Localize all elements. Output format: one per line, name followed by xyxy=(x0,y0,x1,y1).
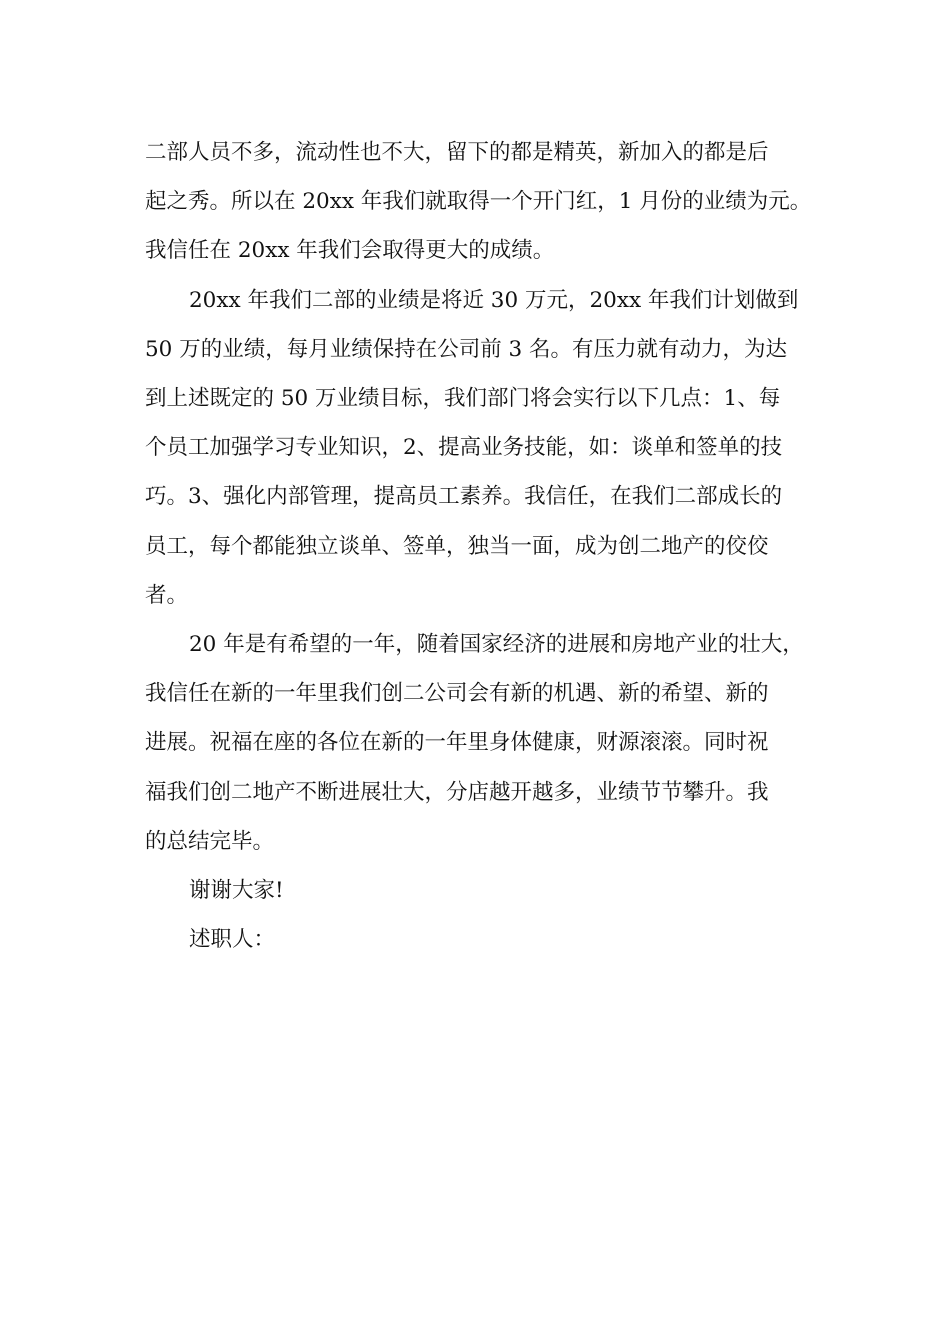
text-line: 福我们创二地产不断进展壮大，分店越开越多，业绩节节攀升。我 xyxy=(145,779,769,805)
text-line: 二部人员不多，流动性也不大，留下的都是精英，新加入的都是后 xyxy=(145,140,769,165)
text-line: 的总结完毕。 xyxy=(145,828,275,854)
text-line: 个员工加强学习专业知识，2、提高业务技能，如：谈单和签单的技 xyxy=(145,435,783,461)
paragraph-1 xyxy=(145,128,815,276)
text-line: 我信任在 20xx 年我们会取得更大的成绩。 xyxy=(145,238,555,264)
text-line: 者。 xyxy=(145,582,189,608)
text-line: 进展。祝福在座的各位在新的一年里身体健康，财源滚滚。同时祝 xyxy=(145,730,769,756)
text-line: 谢谢大家! xyxy=(189,878,284,904)
text-line: 20xx 年我们二部的业绩是将近 30 万元，20xx 年我们计划做到 xyxy=(189,287,799,313)
closing-thanks xyxy=(145,866,815,915)
text-line: 50 万的业绩，每月业绩保持在公司前 3 名。有压力就有动力，为达 xyxy=(145,336,788,362)
text-line: 起之秀。所以在 20xx 年我们就取得一个开门红，1 月份的业绩为元。 xyxy=(145,189,812,215)
document-body xyxy=(145,128,815,964)
text-line: 述职人： xyxy=(189,927,276,953)
text-line: 到上述既定的 50 万业绩目标，我们部门将会实行以下几点：1、每 xyxy=(145,386,781,412)
text-line: 20 年是有希望的一年，随着国家经济的进展和房地产业的壮大， xyxy=(189,632,804,658)
paragraph-2 xyxy=(145,276,815,620)
text-line: 我信任在新的一年里我们创二公司会有新的机遇、新的希望、新的 xyxy=(145,681,769,707)
text-line: 巧。3、强化内部管理，提高员工素养。我信任，在我们二部成长的 xyxy=(145,484,783,510)
paragraph-3 xyxy=(145,620,815,866)
text-line: 员工，每个都能独立谈单、签单，独当一面，成为创二地产的佼佼 xyxy=(145,533,769,559)
signature-line xyxy=(145,915,815,964)
